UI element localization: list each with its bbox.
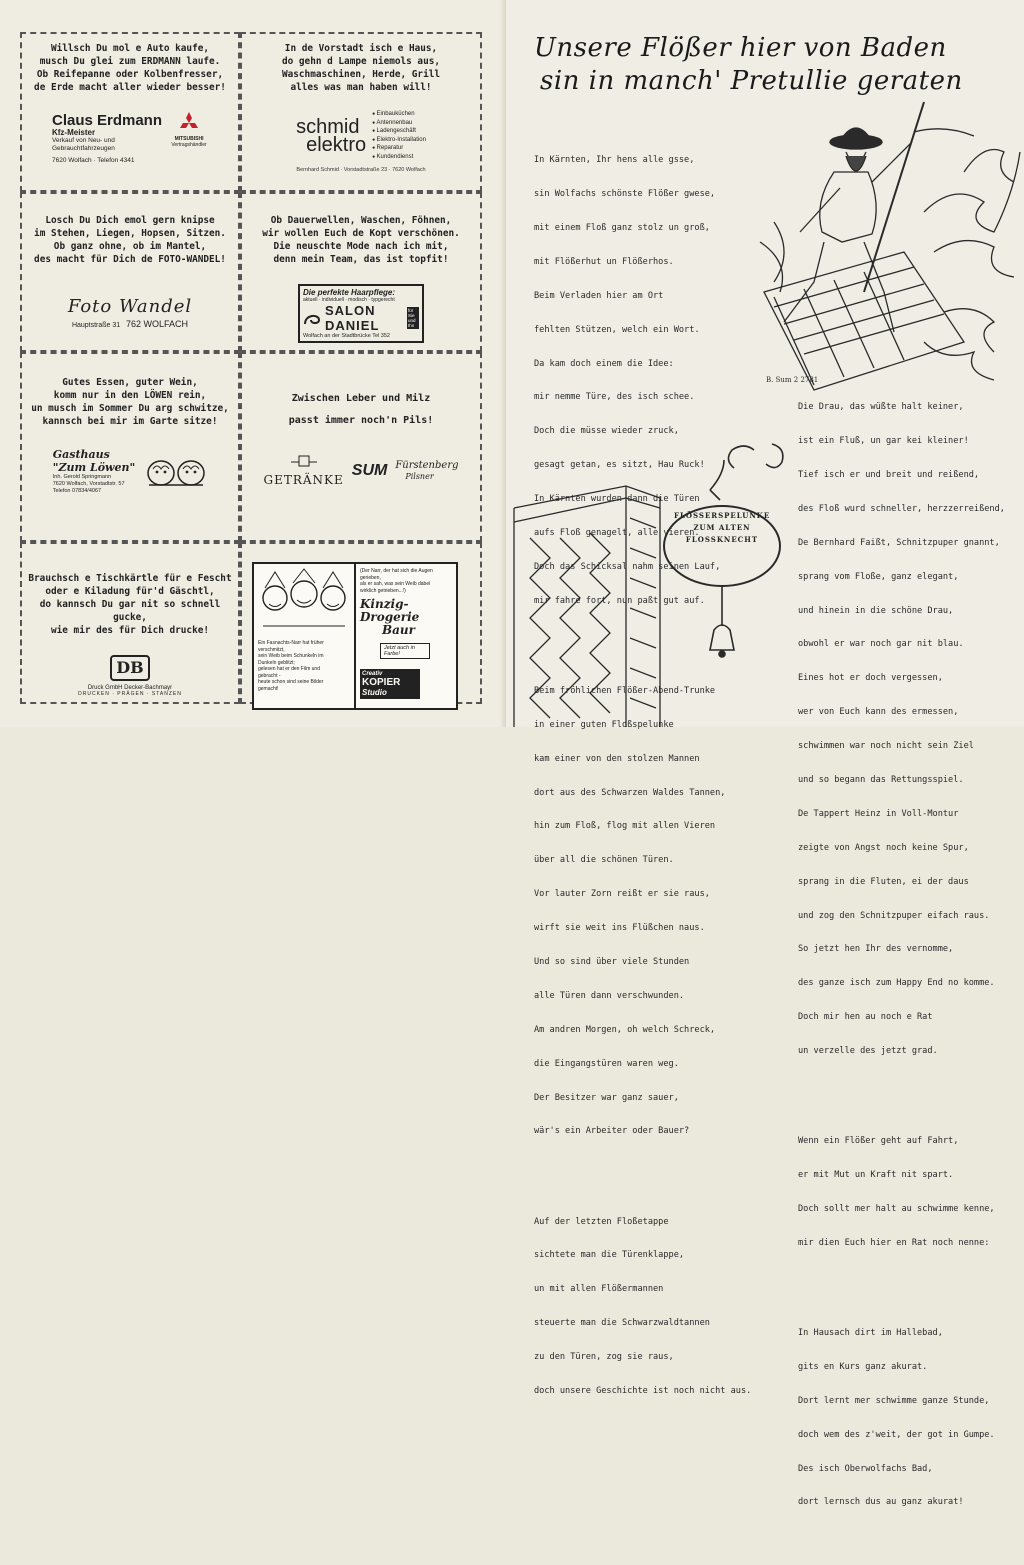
ad-line: Ob Reifepanne oder Kolbenfresser,: [36, 69, 224, 80]
ad-grid: [20, 32, 482, 704]
poem-line: obwohl er war noch gar nit blau.: [798, 639, 964, 650]
ad-line: de Erde macht aller wieder besser!: [34, 82, 226, 93]
salon-daniel-logo: [298, 284, 424, 343]
poem-line: wirft sie weit ins Flüßchen naus.: [534, 923, 705, 934]
ad-foto: [20, 192, 240, 352]
ad-foto-text: [28, 214, 232, 266]
schmid-service: ● Kundendienst: [372, 153, 426, 162]
ad-line: komm nur in den LÖWEN rein,: [53, 390, 207, 401]
poem-line: in einer guten Floßspelunke: [534, 719, 674, 730]
poem-line: De Tappert Heinz in Voll-Montur: [798, 808, 959, 819]
erdmann-address: 7620 Wolfach · Telefon 4341: [51, 157, 135, 164]
poem-line: Auf der letzten Floßetappe: [534, 1216, 669, 1227]
ad-erdmann-text: [28, 42, 232, 94]
getraenke-logo: [248, 454, 474, 487]
getraenke-word: GETRÄNKE: [263, 473, 344, 487]
druck-logo: DB: [110, 655, 150, 681]
poem-line: mir dien Euch hier en Rat noch nenne:: [798, 1237, 990, 1248]
poem-line: doch unsere Geschichte ist noch nicht aus.: [534, 1385, 752, 1396]
poem-line: Beim Verladen hier am Ort: [534, 290, 664, 301]
ad-line: kannsch bei mir im Garte sitze!: [42, 416, 218, 427]
sign-line: ZUM ALTEN: [693, 523, 751, 532]
salon-badge: für Sie und Ihn: [407, 307, 419, 329]
druck-sub: DRUCKEN · PRÄGEN · STANZEN: [78, 691, 182, 697]
poem-line: die Eingangstüren waren weg.: [534, 1058, 679, 1069]
poem-line: hin zum Floß, flog mit allen Vieren: [534, 821, 716, 832]
poem-line: über all die schönen Türen.: [534, 855, 674, 866]
kinzig-line: Ein Fasnachts-Narr hat früher: [258, 640, 324, 646]
ad-line: do gehn d Lampe niemols aus,: [281, 56, 441, 67]
poem-line: mit einem Floß ganz stolz un groß,: [534, 222, 710, 233]
poem-line: Da kam doch einem die Idee:: [534, 358, 674, 369]
kopier-studio-logo: [360, 669, 420, 699]
loewen-owner: Inh. Gerold Springmann: [52, 474, 112, 480]
poem-line: Doch die müsse wieder zruck,: [534, 426, 679, 437]
salon-name: SALON DANIEL: [325, 303, 380, 333]
erdmann-sub-line: Gebrauchtfahrzeugen: [51, 145, 115, 152]
ad-line: un musch im Sommer Du arg schwitze,: [31, 403, 229, 414]
poem-line: und zog den Schnitzpuper eifach raus.: [798, 910, 990, 921]
ad-line: Waschmaschinen, Herde, Grill: [281, 69, 441, 80]
mitsubishi-sub: Vertragshändler: [171, 142, 207, 148]
kinzig-line: heute schon sind seine Bilder: [258, 679, 324, 685]
ad-line: do kannsch Du gar nit so schnell gucke,: [39, 599, 221, 623]
kinzig-line: wirklich getrieben...!): [360, 587, 406, 594]
poem-line: und so begann das Rettungsspiel.: [798, 774, 964, 785]
poem-column-2: [798, 357, 1005, 1565]
ad-getraenke-text: [248, 388, 474, 432]
loewen-phone: Telefon 07834/4067: [52, 488, 102, 494]
poem-line: fehlten Stützen, welch ein Wort.: [534, 324, 700, 335]
poem-line: Beim fröhlichen Flößer-Abend-Trunke: [534, 685, 716, 696]
crest-icon: [289, 455, 319, 469]
poem-line: In Kärnten, Ihr hens alle gsse,: [534, 155, 695, 166]
poem-line: Eines hot er doch vergessen,: [798, 673, 943, 684]
raftsman-illustration: [764, 92, 1020, 392]
ad-loewen-text: [28, 376, 232, 428]
kinzig-badge: Jetzt auch in Farbe!: [380, 643, 430, 659]
ad-loewen: [20, 352, 240, 542]
poem-line: In Kärnten wurden dann die Türen: [534, 494, 700, 505]
poem-line: gits en Kurs ganz akurat.: [798, 1361, 928, 1372]
poem-line: dort lernsch dus au ganz akurat!: [798, 1497, 964, 1508]
kinzig-line: als er sah, was sein Weib dabei: [360, 581, 431, 587]
ad-getraenke: [240, 352, 482, 542]
ad-line: Losch Du Dich emol gern knipse: [45, 215, 215, 226]
sign-line: FLÖSSERSPELUNKE: [674, 511, 771, 520]
poem-line: un verzelle des jetzt grad.: [798, 1046, 938, 1057]
jester-faces-icon: [259, 568, 349, 630]
kinzig-line: gerieben,: [360, 574, 381, 581]
poem-line: Doch das Schicksal nahm seinen Lauf,: [534, 561, 721, 572]
ad-schmid-text: [248, 42, 474, 94]
erdmann-title: Kfz-Meister: [51, 128, 96, 137]
kinzig-left-panel: [258, 568, 350, 708]
ad-line: passt immer noch'n Pils!: [288, 415, 434, 426]
poem-line: sin Wolfachs schönste Flößer gwese,: [534, 189, 716, 200]
poem-line: Tief isch er und breit und reißend,: [798, 469, 980, 480]
poem-line: schwimmen war noch nicht sein Ziel: [798, 741, 974, 752]
druck-name: Druck GmbH Decker-Bachmayr: [87, 685, 173, 691]
foto-street: Hauptstraße 31: [71, 322, 121, 329]
left-page: [0, 0, 506, 727]
foto-wandel-logo: Foto Wandel: [67, 296, 193, 317]
mitsubishi-diamonds-icon: [177, 112, 201, 134]
ad-line: Willsch Du mol e Auto kaufe,: [50, 43, 210, 54]
ad-line: wir wollen Euch de Kopt verschönen.: [262, 228, 460, 239]
poem-line: Des isch Oberwolfachs Bad,: [798, 1463, 933, 1474]
erdmann-name: Claus Erdmann: [51, 112, 163, 129]
ad-schmid: [240, 32, 482, 192]
poem-line: Doch mir hen au noch e Rat: [798, 1012, 933, 1023]
ad-line: Ob ganz ohne, ob im Mantel,: [53, 241, 207, 252]
salon-head: Die perfekte Haarpflege:: [303, 288, 396, 297]
ad-druck-text: [28, 572, 232, 637]
ad-line: Brauchsch e Tischkärtle für e Fescht: [28, 573, 232, 584]
poem-line: alle Türen dann verschwunden.: [534, 990, 685, 1001]
poem-line: kam einer von den stolzen Mannen: [534, 753, 700, 764]
salon-sub: aktuell · individuell · modisch · typgerecht: [303, 297, 395, 303]
ad-line: oder e Kiladung für'd Gäschtl,: [45, 586, 215, 597]
mitsubishi-word: MITSUBISHI: [174, 136, 204, 142]
kinzig-right-text: [360, 568, 456, 594]
poem-line: wär's ein Arbeiter oder Bauer?: [534, 1126, 690, 1137]
poem-line: Der Besitzer war ganz sauer,: [534, 1092, 679, 1103]
poem-stanza: [534, 133, 751, 630]
kinzig-line: sein Weib beim Schunkeln im: [258, 653, 324, 659]
ad-druck: [20, 542, 240, 704]
poem-stanza: [534, 663, 751, 1160]
schmid-service: ● Reparatur: [372, 144, 426, 153]
poem-line: Am andren Morgen, oh welch Schreck,: [534, 1024, 716, 1035]
kinzig-title-line: Baur: [382, 623, 415, 637]
ad-line: wie mir des für Dich drucke!: [50, 625, 210, 636]
poem-line: Die Drau, das wüßte halt keiner,: [798, 402, 964, 413]
ad-line: denn mein Team, das ist topfit!: [273, 254, 449, 265]
poem-line: sprang vom Floße, ganz elegant,: [798, 571, 959, 582]
poem-line: und hinein in die schöne Drau,: [798, 605, 954, 616]
ad-kinzig: [240, 542, 482, 704]
ad-line: Gutes Essen, guter Wein,: [62, 377, 198, 388]
poem-line: So jetzt hen Ihr des vernomme,: [798, 944, 954, 955]
salon-swirl-icon: [303, 310, 321, 326]
poem-line: steuerte man die Schwarzwaldtannen: [534, 1318, 710, 1329]
poem-line: ist ein Fluß, un gar kei kleiner!: [798, 436, 969, 447]
poem-column-1: [534, 110, 751, 1453]
poem-line: sichtete man die Türenklappe,: [534, 1250, 685, 1261]
poem-line: Dort lernt mer schwimme ganze Stunde,: [798, 1395, 990, 1406]
poem-line: In Hausach dirt im Hallebad,: [798, 1327, 943, 1338]
salon-address: Wolfach an der Stadtbrücke Tel 352: [303, 333, 390, 339]
poem-line: mir fahre fort, nun paßt gut auf.: [534, 595, 705, 606]
ad-line: musch Du glei zum ERDMANN laufe.: [39, 56, 221, 67]
loewen-name-line: Gasthaus: [52, 448, 110, 461]
schmid-logo-top: schmid: [296, 115, 360, 138]
kinzig-title: [360, 598, 456, 637]
brewery-name: Fürstenberg: [395, 459, 459, 471]
kinzig-line: gelesen hat er den Film und: [258, 666, 320, 672]
title-line: Unsere Flößer hier von Baden: [534, 33, 947, 63]
poem-line: dort aus des Schwarzen Waldes Tannen,: [534, 787, 726, 798]
erdmann-sub-line: Verkauf von Neu- und: [51, 137, 115, 144]
schmid-service: ● Elektro-Installation: [372, 136, 426, 145]
foto-city: 762 WOLFACH: [126, 319, 189, 329]
loewen-name-line: "Zum Löwen": [52, 461, 136, 474]
kinzig-line: verschmitzt,: [258, 646, 285, 653]
poem-stanza: [798, 1305, 1005, 1531]
poem-line: des ganze isch zum Happy End no komme.: [798, 978, 995, 989]
ad-salon-text: [248, 214, 474, 266]
poem-stanza: [798, 380, 1005, 1080]
poem-line: Doch sollt mer halt au schwimme kenne,: [798, 1203, 995, 1214]
poem-line: Und so sind über viele Stunden: [534, 956, 690, 967]
poem-line: Wenn ein Flößer geht auf Fahrt,: [798, 1136, 959, 1147]
poem-line: zeigte von Angst noch keine Spur,: [798, 842, 969, 853]
schmid-address: Bernhard Schmid · Vorstadtstraße 23 · 7620 Wolfach: [296, 167, 426, 173]
schmid-service: ● Ladengeschäft: [372, 127, 426, 136]
kinzig-title-line: Kinzig-Drogerie: [360, 597, 420, 624]
poem-line: des Floß wurd schneller, herzzerreißend,: [798, 503, 1005, 514]
erdmann-logo: [28, 112, 232, 165]
ad-line: Zwischen Leber und Milz: [291, 393, 431, 404]
loewen-address: 7620 Wolfach, Vorstadtstr. 57: [52, 481, 125, 487]
kinzig-line: (Der Narr, der hat sich die Augen: [360, 568, 433, 574]
lions-icon: [145, 455, 207, 489]
poem-line: doch wem des z'weit, der got in Gumpe.: [798, 1429, 995, 1440]
kinzig-right-panel: [360, 568, 456, 708]
ad-line: des macht für Dich de FOTO-WANDEL!: [34, 254, 226, 265]
ad-salon: [240, 192, 482, 352]
schmid-logo: [248, 110, 474, 161]
brewery-sub: Pilsner: [405, 471, 434, 481]
poem-stanza: [534, 1194, 751, 1420]
schmid-services: [372, 110, 426, 161]
schmid-service: ● Antennenbau: [372, 119, 426, 128]
poem-line: wer von Euch kann des ermessen,: [798, 707, 959, 718]
ad-line: In de Vorstadt isch e Haus,: [284, 43, 438, 54]
schmid-service: ● Einbauküchen: [372, 110, 426, 119]
kinzig-line: Dunkeln geblitzt;: [258, 659, 295, 666]
poem-line: gesagt getan, es sitzt, Hau Ruck!: [534, 460, 705, 471]
kopier-line: KOPIER: [362, 677, 401, 688]
poem-line: Vor lauter Zorn reißt er sie raus,: [534, 889, 710, 900]
illustration-signature: B. Sum 2 2781: [766, 376, 819, 384]
page-title: [534, 32, 1004, 98]
poem-line: er mit Mut un Kraft nit spart.: [798, 1170, 954, 1181]
kopier-line: Creativ: [362, 671, 383, 677]
loewen-logo: [28, 448, 232, 495]
ad-line: Die neuschte Mode nach ich mit,: [273, 241, 449, 252]
foto-address: [28, 319, 232, 329]
poem-stanza: [798, 1114, 1005, 1272]
sign-line: FLOSSKNECHT: [685, 535, 759, 544]
kinzig-book-graphic: [252, 562, 458, 710]
ad-erdmann: [20, 32, 240, 192]
kinzig-line: gemacht!: [258, 685, 279, 692]
kinzig-line: gebracht -: [258, 672, 281, 679]
poem-line: un mit allen Flößermannen: [534, 1284, 664, 1295]
ad-line: Ob Dauerwellen, Waschen, Föhnen,: [270, 215, 452, 226]
poem-line: mit Flößerhut un Flößerhos.: [534, 256, 674, 267]
poem-line: mir nemme Türe, des isch schee.: [534, 392, 695, 403]
sum-logo: SUM: [351, 461, 388, 479]
right-page: [506, 0, 1024, 1508]
poem-line: aufs Floß genagelt, alle vieren.: [534, 527, 700, 538]
poem-line: sprang in die Fluten, ei der daus: [798, 876, 969, 887]
ad-line: alles was man haben will!: [290, 82, 432, 93]
kinzig-left-text: [258, 640, 350, 692]
poem-line: De Bernhard Faißt, Schnitzpuper gnannt,: [798, 537, 1000, 548]
schmid-logo-bottom: elektro: [306, 133, 367, 156]
kopier-line: Studio: [362, 688, 387, 697]
mitsubishi-logo: [170, 112, 208, 148]
title-line: sin in manch' Pretullie geraten: [540, 66, 963, 96]
ad-line: im Stehen, Liegen, Hopsen, Sitzen.: [34, 228, 226, 239]
poem-line: zu den Türen, zog sie raus,: [534, 1352, 674, 1363]
